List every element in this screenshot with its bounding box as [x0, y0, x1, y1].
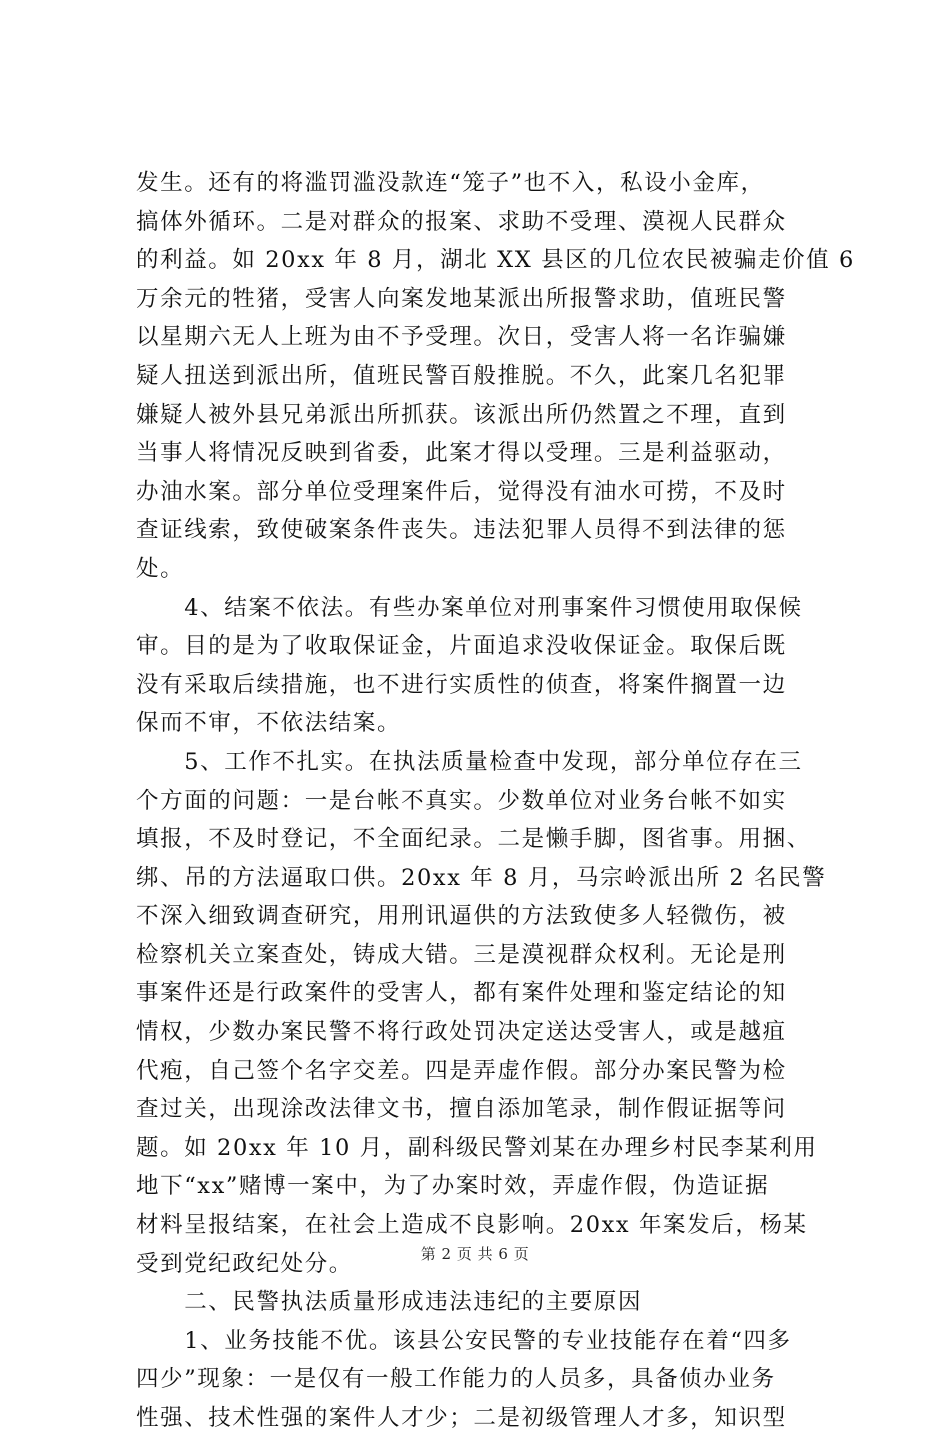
text-line: 情权，少数办案民警不将行政处罚决定送达受害人，或是越疽	[136, 1019, 787, 1046]
text-line: 填报，不及时登记，不全面纪录。二是懒手脚，图省事。用捆、	[136, 826, 811, 853]
text-line: 4、结案不依法。有些办案单位对刑事案件习惯使用取保候	[136, 594, 803, 621]
text-line: 办油水案。部分单位受理案件后，觉得没有油水可捞，不及时	[136, 478, 787, 505]
text-line: 受到党纪政纪处分。	[136, 1250, 353, 1277]
text-line: 个方面的问题：一是台帐不真实。少数单位对业务台帐不如实	[136, 787, 787, 814]
text-line: 没有采取后续措施，也不进行实质性的侦查，将案件搁置一边	[136, 671, 787, 698]
text-line: 事案件还是行政案件的受害人，都有案件处理和鉴定结论的知	[136, 980, 787, 1007]
text-line: 性强、技术性强的案件人才少；二是初级管理人才多，知识型	[136, 1405, 787, 1431]
text-line: 不深入细致调查研究，用刑讯逼供的方法致使多人轻微伤，被	[136, 903, 787, 930]
text-line: 检察机关立案查处，铸成大错。三是漠视群众权利。无论是刑	[136, 941, 787, 968]
text-line: 搞体外循环。二是对群众的报案、求助不受理、漠视人民群众	[136, 208, 787, 235]
text-line: 疑人扭送到派出所，值班民警百般推脱。不久，此案几名犯罪	[136, 362, 787, 389]
text-line: 四少”现象：一是仅有一般工作能力的人员多，具备侦办业务	[136, 1366, 776, 1393]
text-line: 保而不审，不依法结案。	[136, 710, 402, 737]
text-line: 5、工作不扎实。在执法质量检查中发现，部分单位存在三	[136, 748, 803, 775]
text-line: 绑、吊的方法逼取口供。20xx 年 8 月，马宗岭派出所 2 名民警	[136, 864, 827, 891]
text-line: 题。如 20xx 年 10 月，副科级民警刘某在办理乡村民李某利用	[136, 1134, 818, 1161]
text-line: 万余元的牲猪，受害人向案发地某派出所报警求助，值班民警	[136, 285, 787, 312]
text-line: 处。	[136, 555, 185, 582]
text-line: 审。目的是为了收取保证金，片面追求没收保证金。取保后既	[136, 633, 787, 660]
text-line: 的利益。如 20xx 年 8 月，湖北 XX 县区的几位农民被骗走价值 6	[136, 247, 855, 274]
text-line: 地下“xx”赌博一案中，为了办案时效，弄虚作假，伪造证据	[136, 1173, 770, 1200]
section-heading: 二、民警执法质量形成违法违纪的主要原因	[136, 1289, 643, 1316]
text-line: 以星期六无人上班为由不予受理。次日，受害人将一名诈骗嫌	[136, 324, 787, 351]
text-line: 代疱，自己签个名字交差。四是弄虚作假。部分办案民警为检	[136, 1057, 787, 1084]
page-number-footer: 第 2 页 共 6 页	[420, 1245, 530, 1263]
text-line: 当事人将情况反映到省委，此案才得以受理。三是利益驱动，	[136, 440, 787, 467]
text-line: 发生。还有的将滥罚滥没款连“笼子”也不入，私设小金库，	[136, 170, 765, 196]
text-line: 查证线索，致使破案条件丧失。违法犯罪人员得不到法律的惩	[136, 517, 787, 544]
text-line: 嫌疑人被外县兄弟派出所抓获。该派出所仍然置之不理，直到	[136, 401, 787, 428]
text-line: 材料呈报结案，在社会上造成不良影响。20xx 年案发后，杨某	[136, 1212, 808, 1239]
text-line: 1、业务技能不优。该县公安民警的专业技能存在着“四多	[136, 1327, 792, 1354]
text-line: 查过关，出现涂改法律文书，擅自添加笔录，制作假证据等问	[136, 1096, 787, 1123]
